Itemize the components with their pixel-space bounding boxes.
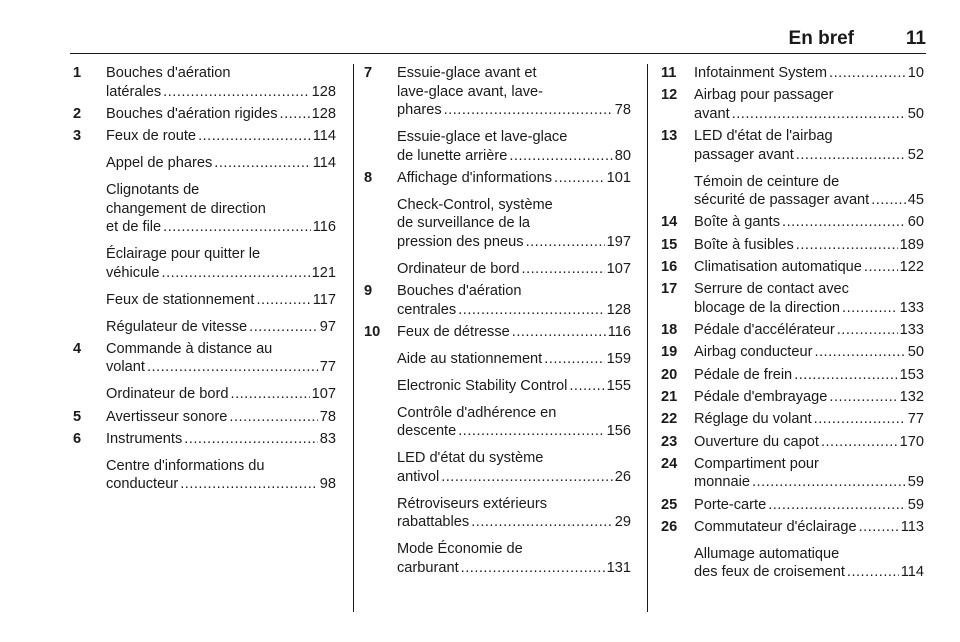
index-entry[interactable] — [73, 385, 336, 404]
page-reference[interactable]: 133 — [899, 322, 924, 339]
dot-leader — [512, 323, 606, 342]
index-entry[interactable] — [661, 64, 924, 83]
page-reference[interactable]: 80 — [614, 147, 631, 164]
index-entry[interactable] — [73, 245, 336, 282]
entry-text: Airbag conducteur — [694, 344, 813, 361]
page-reference[interactable]: 60 — [907, 214, 924, 231]
callout-number: 9 — [364, 283, 373, 300]
page-reference[interactable]: 50 — [907, 344, 924, 361]
index-entry[interactable] — [73, 340, 336, 377]
dot-leader — [180, 475, 318, 494]
index-entry[interactable] — [661, 86, 924, 123]
index-entry[interactable] — [73, 64, 336, 101]
index-entry[interactable] — [73, 408, 336, 427]
callout-number: 12 — [661, 87, 678, 104]
entry-text: antivol — [397, 468, 440, 485]
page-reference[interactable]: 78 — [319, 408, 336, 425]
entry-text: volant — [106, 359, 145, 376]
dot-leader — [859, 518, 899, 537]
entry-text: latérales — [106, 83, 162, 100]
dot-leader — [526, 233, 605, 252]
callout-number: 24 — [661, 455, 678, 472]
index-entry[interactable] — [364, 449, 631, 486]
entry-text: Avertisseur sonore — [106, 408, 228, 425]
dot-leader — [842, 299, 898, 318]
dot-leader — [732, 105, 906, 124]
entry-text: de lunette arrière — [397, 147, 508, 164]
page-reference[interactable]: 77 — [319, 359, 336, 376]
index-entry[interactable] — [661, 280, 924, 317]
index-entry[interactable] — [661, 518, 924, 537]
index-entry[interactable] — [364, 128, 631, 165]
entry-text: Ordinateur de bord — [106, 386, 229, 403]
page-reference[interactable]: 117 — [312, 291, 336, 308]
index-entry[interactable] — [661, 455, 924, 492]
dot-leader — [752, 473, 906, 492]
dot-leader — [821, 433, 898, 452]
page-reference[interactable]: 45 — [907, 192, 924, 209]
callout-number: 3 — [73, 128, 82, 145]
index-column-3 — [661, 64, 924, 586]
entry-text: des feux de croisement — [694, 564, 845, 581]
index-column-1 — [73, 64, 336, 498]
callout-number: 2 — [73, 105, 82, 122]
entry-text: Centre d'informations du — [106, 457, 265, 474]
dot-leader — [837, 321, 898, 340]
dot-leader — [214, 154, 310, 173]
callout-number: 4 — [73, 340, 82, 357]
dot-leader — [162, 264, 310, 283]
page-reference[interactable]: 10 — [907, 65, 924, 81]
index-entry[interactable] — [364, 404, 631, 441]
index-entry[interactable] — [661, 366, 924, 385]
dot-leader — [814, 343, 905, 362]
index-entry[interactable] — [364, 540, 631, 577]
page-reference[interactable]: 113 — [900, 518, 924, 535]
dot-leader — [782, 213, 906, 232]
entry-text: Témoin de ceinture de — [694, 173, 840, 190]
entry-text: pression des pneus — [397, 233, 524, 250]
entry-text: Rétroviseurs extérieurs — [397, 495, 548, 512]
index-entry[interactable] — [364, 350, 631, 369]
index-entry[interactable] — [73, 430, 336, 449]
entry-text: Bouches d'aération — [106, 65, 231, 81]
dot-leader — [163, 83, 309, 102]
entry-text: Commande à distance au — [106, 340, 273, 357]
dot-leader — [522, 260, 605, 279]
column-divider — [647, 64, 648, 612]
callout-number: 5 — [73, 408, 82, 425]
entry-text: Allumage automatique — [694, 545, 840, 562]
callout-number: 18 — [661, 322, 678, 339]
dot-leader — [569, 377, 604, 396]
entry-text: Compartiment pour — [694, 455, 819, 472]
dot-leader — [544, 350, 604, 369]
entry-text: Affichage d'informations — [397, 169, 553, 186]
page-reference[interactable]: 98 — [319, 476, 336, 493]
entry-text: conducteur — [106, 476, 179, 493]
entry-text: Porte-carte — [694, 496, 767, 513]
entry-text: Boîte à gants — [694, 214, 781, 231]
index-entry[interactable] — [364, 495, 631, 532]
entry-text: Contrôle d'adhérence en — [397, 404, 557, 421]
entry-text: Bouches d'aération — [397, 283, 522, 300]
entry-text: Commutateur d'éclairage — [694, 518, 857, 535]
entry-text: Airbag pour passager — [694, 87, 834, 104]
entry-text: changement de direction — [106, 200, 266, 217]
entry-text: avant — [694, 105, 730, 122]
callout-number: 16 — [661, 258, 678, 275]
entry-text: Serrure de contact avec — [694, 281, 849, 298]
callout-number: 21 — [661, 388, 678, 405]
entry-text: Ouverture du capot — [694, 433, 819, 450]
index-entry[interactable] — [364, 323, 631, 342]
dot-leader — [829, 388, 897, 407]
entry-text: Mode Économie de — [397, 541, 523, 558]
entry-text: véhicule — [106, 264, 160, 281]
page-reference[interactable]: 114 — [312, 155, 336, 172]
page-reference[interactable]: 59 — [907, 496, 924, 513]
dot-leader — [198, 127, 311, 146]
dot-leader — [458, 422, 604, 441]
entry-text: lave-glace avant, lave- — [397, 83, 544, 100]
index-entry[interactable] — [364, 169, 631, 188]
entry-text: monnaie — [694, 474, 750, 491]
index-entry[interactable] — [73, 127, 336, 146]
page-reference[interactable]: 107 — [311, 386, 336, 403]
page-reference[interactable]: 50 — [907, 105, 924, 122]
entry-text: phares — [397, 102, 442, 118]
entry-text: Electronic Stability Control — [397, 377, 568, 394]
page-reference[interactable]: 114 — [900, 564, 924, 581]
page-reference[interactable]: 77 — [907, 411, 924, 428]
dot-leader — [444, 101, 613, 120]
index-entry[interactable] — [364, 282, 631, 319]
index-column-2 — [364, 64, 631, 581]
page-reference[interactable]: 52 — [907, 146, 924, 163]
index-entry[interactable] — [661, 388, 924, 407]
page-reference[interactable]: 114 — [312, 128, 336, 145]
page-reference[interactable]: 83 — [319, 430, 336, 447]
dot-leader — [461, 559, 605, 578]
page-reference[interactable]: 153 — [899, 366, 924, 383]
index-entry[interactable] — [661, 321, 924, 340]
index-entry[interactable] — [73, 457, 336, 494]
dot-leader — [249, 318, 318, 337]
index-entry[interactable] — [661, 258, 924, 277]
entry-text: Ordinateur de bord — [397, 260, 520, 277]
callout-number: 6 — [73, 430, 82, 447]
column-divider — [353, 64, 354, 612]
dot-leader — [441, 468, 613, 487]
callout-number: 22 — [661, 411, 678, 428]
page-reference[interactable]: 116 — [607, 323, 631, 340]
entry-text: Pédale d'accélérateur — [694, 322, 835, 339]
entry-text: Bouches d'aération rigides — [106, 105, 278, 122]
page-reference[interactable]: 132 — [899, 388, 924, 405]
index-entry[interactable] — [661, 213, 924, 232]
dot-leader — [184, 430, 318, 449]
entry-text: Check-Control, système — [397, 196, 553, 213]
page-reference[interactable]: 131 — [606, 559, 631, 576]
index-entry[interactable] — [661, 343, 924, 362]
page-reference[interactable]: 155 — [606, 377, 631, 394]
dot-leader — [229, 408, 317, 427]
entry-text: Clignotants de — [106, 182, 200, 199]
index-entry[interactable] — [364, 377, 631, 396]
callout-number: 7 — [364, 65, 373, 81]
entry-text: Pédale d'embrayage — [694, 388, 828, 405]
index-entry[interactable] — [73, 318, 336, 337]
entry-text: Régulateur de vitesse — [106, 318, 248, 335]
entry-text: LED d'état du système — [397, 450, 544, 467]
entry-text: Aide au stationnement — [397, 350, 543, 367]
page-header — [70, 26, 926, 54]
page-reference[interactable]: 156 — [606, 423, 631, 440]
entry-text: blocage de la direction — [694, 299, 841, 316]
dot-leader — [829, 64, 906, 83]
callout-number: 11 — [661, 65, 677, 81]
entry-text: Essuie-glace et lave-glace — [397, 129, 568, 145]
entry-text: de surveillance de la — [397, 215, 531, 232]
callout-number: 15 — [661, 236, 678, 253]
callout-number: 14 — [661, 214, 678, 231]
page-reference[interactable]: 78 — [614, 102, 631, 118]
dot-leader — [864, 258, 898, 277]
index-entry[interactable] — [661, 433, 924, 452]
callout-number: 8 — [364, 169, 373, 186]
index-entry[interactable] — [661, 410, 924, 429]
entry-text: Instruments — [106, 430, 183, 447]
page-reference[interactable]: 26 — [614, 468, 631, 485]
entry-text: Climatisation automatique — [694, 258, 862, 275]
page-reference[interactable]: 29 — [614, 514, 631, 531]
page-reference[interactable]: 121 — [311, 264, 336, 281]
entry-text: Infotainment System — [694, 65, 828, 81]
callout-number: 25 — [661, 496, 678, 513]
dot-leader — [458, 301, 604, 320]
callout-number: 26 — [661, 518, 678, 535]
entry-text: LED d'état de l'airbag — [694, 128, 833, 145]
dot-leader — [163, 218, 311, 237]
index-entry[interactable] — [364, 64, 631, 120]
entry-text: et de file — [106, 219, 162, 236]
callout-number: 1 — [73, 65, 82, 81]
callout-number: 13 — [661, 128, 678, 145]
index-entry[interactable] — [661, 496, 924, 515]
entry-text: Feux de stationnement — [106, 291, 255, 308]
page-reference[interactable]: 128 — [311, 83, 336, 100]
page-reference[interactable]: 101 — [606, 169, 631, 186]
page-reference[interactable]: 128 — [606, 301, 631, 318]
entry-text: Boîte à fusibles — [694, 236, 794, 253]
dot-leader — [509, 147, 612, 166]
page-reference[interactable]: 122 — [899, 258, 924, 275]
index-entry[interactable] — [661, 236, 924, 255]
dot-leader — [554, 169, 605, 188]
section-title: En bref — [788, 28, 854, 49]
dot-leader — [871, 191, 906, 210]
callout-number: 23 — [661, 433, 678, 450]
index-entry[interactable] — [73, 105, 336, 124]
dot-leader — [231, 385, 310, 404]
dot-leader — [768, 496, 906, 515]
page-reference[interactable]: 116 — [312, 219, 336, 236]
dot-leader — [256, 291, 310, 310]
dot-leader — [280, 105, 310, 124]
index-entry[interactable] — [73, 291, 336, 310]
index-entry[interactable] — [661, 127, 924, 164]
entry-text: Réglage du volant — [694, 411, 812, 428]
entry-text: carburant — [397, 559, 459, 576]
dot-leader — [796, 146, 906, 165]
entry-text: passager avant — [694, 146, 794, 163]
index-entry[interactable] — [661, 545, 924, 582]
entry-text: Éclairage pour quitter le — [106, 246, 261, 263]
page-reference[interactable]: 107 — [606, 260, 631, 277]
page-reference[interactable]: 159 — [606, 350, 631, 367]
page-reference[interactable]: 189 — [899, 236, 924, 253]
entry-text: centrales — [397, 301, 457, 318]
dot-leader — [814, 410, 906, 429]
index-entry[interactable] — [73, 181, 336, 237]
index-entry[interactable] — [364, 260, 631, 279]
entry-text: Feux de détresse — [397, 323, 510, 340]
page-reference[interactable]: 170 — [899, 433, 924, 450]
page-reference[interactable]: 133 — [899, 299, 924, 316]
index-entry[interactable] — [661, 173, 924, 210]
page-reference[interactable]: 97 — [319, 318, 336, 335]
callout-number: 20 — [661, 366, 678, 383]
page-reference[interactable]: 59 — [907, 474, 924, 491]
page-reference[interactable]: 128 — [311, 105, 336, 122]
dot-leader — [147, 358, 318, 377]
page-reference[interactable]: 197 — [606, 233, 631, 250]
dot-leader — [847, 563, 899, 582]
callout-number: 19 — [661, 344, 678, 361]
page-number: 11 — [905, 28, 926, 49]
dot-leader — [471, 513, 613, 532]
callout-number: 17 — [661, 281, 678, 298]
entry-text: rabattables — [397, 514, 470, 531]
entry-text: Feux de route — [106, 128, 197, 145]
index-entry[interactable] — [364, 196, 631, 252]
callout-number: 10 — [364, 323, 381, 340]
index-entry[interactable] — [73, 154, 336, 173]
dot-leader — [794, 366, 897, 385]
entry-text: descente — [397, 423, 457, 440]
entry-text: Essuie-glace avant et — [397, 65, 537, 81]
dot-leader — [796, 236, 898, 255]
entry-text: Pédale de frein — [694, 366, 793, 383]
entry-text: Appel de phares — [106, 155, 213, 172]
entry-text: sécurité de passager avant — [694, 192, 870, 209]
